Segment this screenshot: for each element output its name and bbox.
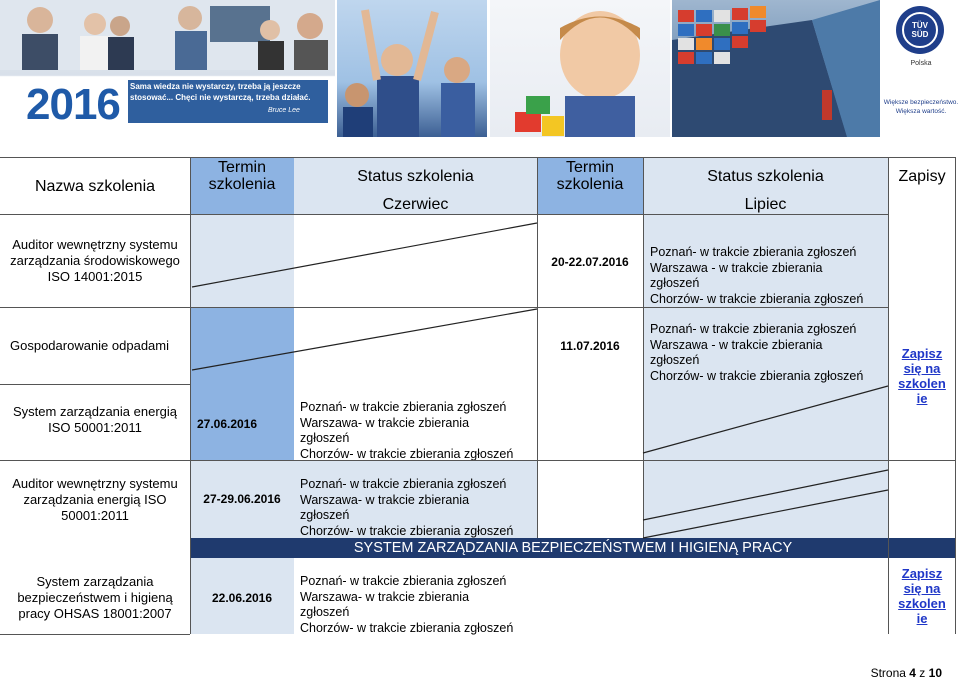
section-title: SYSTEM ZARZĄDZANIA BEZPIECZEŃSTWEM I HIGIENĄ PRACY: [353, 540, 793, 556]
row-1-training-name: Auditor wewnętrzny systemu zarządzania środowiskowego ISO 14001:2015: [10, 237, 180, 284]
quote-author: Bruce Lee: [268, 107, 300, 114]
row-4-training-name: Auditor wewnętrzny systemu zarządzania energią ISO 50001:2011: [12, 476, 178, 523]
tuv-logo: TÜV SÜD: [896, 6, 944, 54]
row-1-strike-june: [192, 223, 537, 287]
quote-line-2: stosować... Chęci nie wystarczą, trzeba działać.: [130, 93, 311, 102]
year-label: 2016: [26, 80, 120, 129]
header-training-name: Nazwa szkolenia: [34, 177, 156, 195]
tuv-country: Polska: [910, 60, 932, 67]
row-4-strike-july-a: [643, 470, 888, 520]
row-3-training-name: System zarządzania energią ISO 50001:2011: [12, 404, 178, 435]
quote-line-1: Sama wiedza nie wystarczy, trzeba ją jeszcze: [130, 82, 301, 91]
tuv-slogan-1: Większe bezpieczeństwo.: [883, 99, 959, 106]
row-5-date-june: 22.06.2016: [211, 591, 273, 605]
row-4-strike-july-b: [643, 490, 888, 538]
row-4-status-june: Poznań- w trakcie zbierania zgłoszeń Warszawa- w trakcie zbierania zgłoszeń Chorzów- w trakcie zbierania zgłoszeń: [300, 477, 514, 538]
header-termin-july: Termin szkolenia: [537, 158, 643, 194]
month-june: Czerwiec: [294, 194, 537, 214]
signup-link-1[interactable]: Zapisz się na szkolen ie: [898, 346, 946, 406]
header-termin-june: Termin szkolenia: [190, 158, 294, 194]
row-2-training-name: Gospodarowanie odpadami: [10, 338, 169, 353]
row-5-training-name: System zarządzania bezpieczeństwem i higieną pracy OHSAS 18001:2007: [17, 574, 173, 621]
row-2-strike-june: [192, 309, 537, 370]
row-2-status-july: Poznań- w trakcie zbierania zgłoszeń Warszawa - w trakcie zbierania zgłoszeń Chorzów- w trakcie zbierania zgłoszeń: [650, 322, 864, 383]
header-status-july: Status szkolenia: [643, 158, 888, 194]
row-5-status-june: Poznań- w trakcie zbierania zgłoszeń Warszawa- w trakcie zbierania zgłoszeń Chorzów- w trakcie zbierania zgłoszeń: [300, 574, 514, 635]
page-number: Strona 4 z 10: [870, 666, 942, 680]
row-3-strike-july: [643, 386, 888, 453]
row-2-date-july: 11.07.2016: [560, 339, 620, 353]
header-status-june: Status szkolenia: [294, 158, 537, 194]
month-july: Lipiec: [643, 194, 888, 214]
header-zapisy: Zapisy: [898, 167, 946, 185]
row-1-status-july: Poznań- w trakcie zbierania zgłoszeń Warszawa - w trakcie zbierania zgłoszeń Chorzów- w trakcie zbierania zgłoszeń: [650, 245, 864, 306]
row-4-date-june: 27-29.06.2016: [203, 492, 281, 506]
tuv-slogan-2: Większa wartość.: [895, 108, 947, 115]
row-3-date-june: 27.06.2016: [196, 417, 258, 431]
row-3-status-june: Poznań- w trakcie zbierania zgłoszeń Warszawa- w trakcie zbierania zgłoszeń Chorzów- w trakcie zbierania zgłoszeń: [300, 400, 514, 461]
signup-link-2[interactable]: Zapisz się na szkolen ie: [898, 566, 946, 626]
row-1-date-july: 20-22.07.2016: [551, 255, 629, 269]
